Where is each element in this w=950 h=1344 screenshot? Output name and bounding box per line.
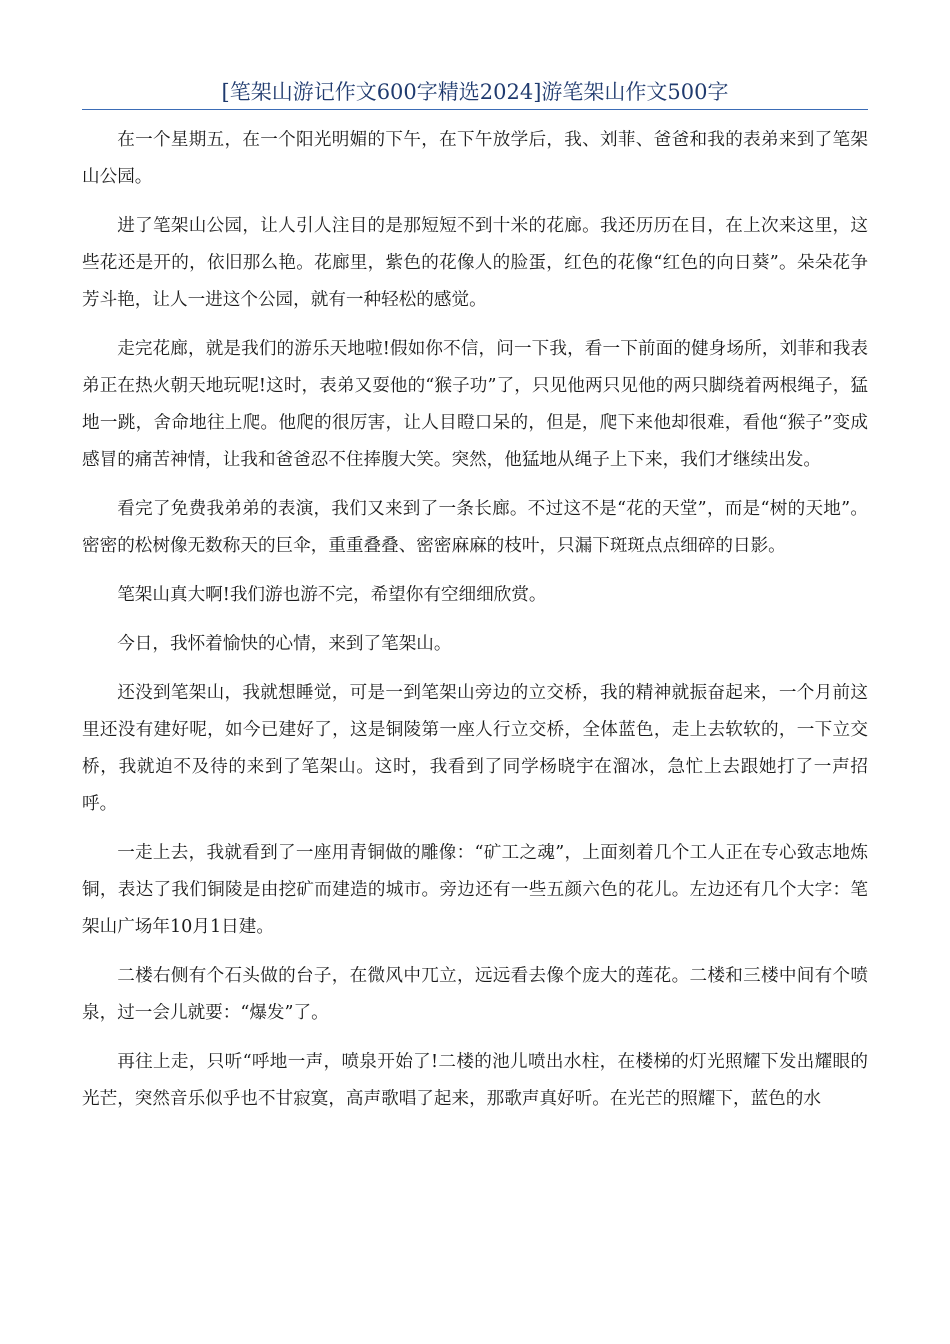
- paragraph-2: 进了笔架山公园，让人引人注目的是那短短不到十米的花廊。我还历历在目，在上次来这里，这些花还是开的，依旧那么艳。花廊里，紫色的花像人的脸蛋，红色的花像“红色的向日葵”。朵朵花争芳斗艳，让人一进这个公园，就有一种轻松的感觉。: [82, 216, 868, 310]
- paragraph-4: 看完了免费我弟弟的表演，我们又来到了一条长廊。不过这不是“花的天堂”，而是“树的天地”。密密的松树像无数称天的巨伞，重重叠叠、密密麻麻的枝叶，只漏下斑斑点点细碎的日影。: [82, 499, 868, 556]
- paragraph-7: 还没到笔架山，我就想睡觉，可是一到笔架山旁边的立交桥，我的精神就振奋起来，一个月前这里还没有建好呢，如今已建好了，这是铜陵第一座人行立交桥，全体蓝色，走上去软软的，一下立交桥，我就迫不及待的来到了笔架山。这时，我看到了同学杨晓宇在溜冰，急忙上去跟她打了一声招呼。: [82, 683, 868, 814]
- article-body: [82, 122, 868, 1130]
- paragraph-9: 二楼右侧有个石头做的台子，在微风中兀立，远远看去像个庞大的莲花。二楼和三楼中间有个喷泉，过一会儿就要：“爆发”了。: [82, 966, 868, 1023]
- document-title: [笔架山游记作文600字精选2024]游笔架山作文500字: [221, 80, 729, 104]
- paragraph-8: 一走上去，我就看到了一座用青铜做的雕像：“矿工之魂”，上面刻着几个工人正在专心致志地炼铜，表达了我们铜陵是由挖矿而建造的城市。旁边还有一些五颜六色的花儿。左边还有几个大字：笔架山广场年10月1日建。: [82, 843, 868, 937]
- paragraph-1: 在一个星期五，在一个阳光明媚的下午，在下午放学后，我、刘菲、爸爸和我的表弟来到了笔架山公园。: [82, 130, 868, 187]
- paragraph-6: 今日，我怀着愉快的心情，来到了笔架山。: [117, 634, 452, 654]
- paragraph-10: 再往上走，只听“呼地一声，喷泉开始了!二楼的池儿喷出水柱，在楼梯的灯光照耀下发出耀眼的光芒，突然音乐似乎也不甘寂寞，高声歌唱了起来，那歌声真好听。在光芒的照耀下，蓝色的水: [82, 1052, 868, 1109]
- paragraph-3: 走完花廊，就是我们的游乐天地啦!假如你不信，问一下我，看一下前面的健身场所，刘菲和我表弟正在热火朝天地玩呢!这时，表弟又耍他的“猴子功”了，只见他两只见他的两只脚绕着两根绳子，猛地一跳，舍命地往上爬。他爬的很厉害，让人目瞪口呆的，但是，爬下来他却很难，看他“猴子”变成感冒的痛苦神情，让我和爸爸忍不住捧腹大笑。突然，他猛地从绳子上下来，我们才继续出发。: [82, 339, 868, 470]
- title-divider: [82, 109, 868, 110]
- paragraph-5: 笔架山真大啊!我们游也游不完，希望你有空细细欣赏。: [117, 585, 547, 605]
